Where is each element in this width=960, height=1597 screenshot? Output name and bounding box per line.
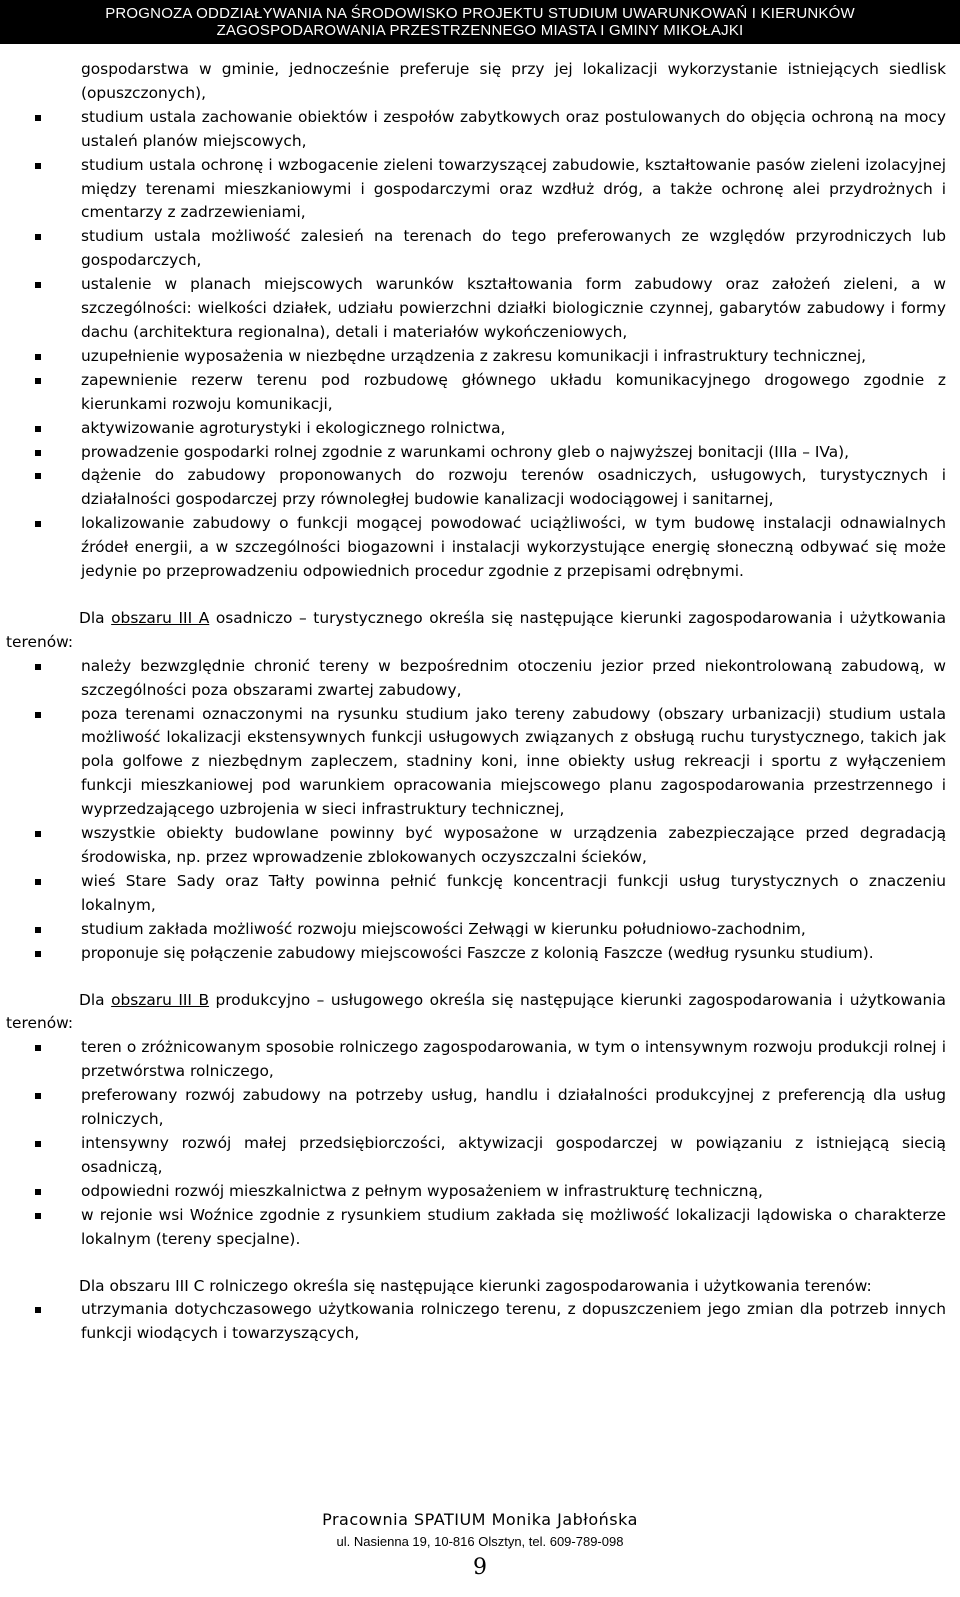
list-item: poza terenami oznaczonymi na rysunku studium jako tereny zabudowy (obszary urbanizacji) studium ustala możliwość lokalizacji ekstensywnych funkcji usługowych związanych z obsługą ruchu turystycznego, takich jak pola golfowe z niezbędnym zapleczem, stadniny koni, inne obiekty usług rekreacji i sportu z wyłączeniem funkcji mieszkaniowej pod warunkiem opracowania miejscowego planu zagospodarowania przestrzennego i wyprzedzającego uzbrojenia w sieci infrastruktury technicznej, <box>6 703 954 823</box>
bullet-list-general <box>6 58 954 584</box>
bullet-icon <box>35 951 41 957</box>
list-item: należy bezwzględnie chronić tereny w bezpośrednim otoczeniu jezior przed niekontrolowaną zabudową, w szczególności poza obszarami zwartej zabudowy, <box>6 655 954 703</box>
list-item: studium ustala ochronę i wzbogacenie zieleni towarzyszącej zabudowie, kształtowanie pasów zieleni izolacyjnej między terenami mieszkaniowymi i gospodarczymi oraz wzdłuż dróg, a także ochronę alei przydrożnych i cmentarzy z zadrzewieniami, <box>6 154 954 226</box>
bullet-icon <box>35 1189 41 1195</box>
bullet-icon <box>35 1307 41 1313</box>
page-body <box>6 58 954 1346</box>
list-item: wszystkie obiekty budowlane powinny być wyposażone w urządzenia zabezpieczające przed degradacją środowiska, np. przez wprowadzenie zblokowanych oczyszczalni ścieków, <box>6 822 954 870</box>
footer-address: ul. Nasienna 19, 10-816 Olsztyn, tel. 609-789-098 <box>336 1534 624 1549</box>
bullet-icon <box>35 163 41 169</box>
list-item: gospodarstwa w gminie, jednocześnie preferuje się przy jej lokalizacji wykorzystanie istniejących siedlisk (opuszczonych), <box>81 60 946 102</box>
bullet-icon <box>35 354 41 360</box>
spacer <box>6 966 954 989</box>
bullet-icon <box>35 473 41 479</box>
section-a-intro: Dla obszaru III A osadniczo – turystycznego określa się następujące kierunki zagospodarowania i użytkowania terenów: <box>6 608 947 651</box>
bullet-icon <box>35 831 41 837</box>
bullet-icon <box>35 378 41 384</box>
header-line-1: PROGNOZA ODDZIAŁYWANIA NA ŚRODOWISKO PROJEKTU STUDIUM UWARUNKOWAŃ I KIERUNKÓW <box>105 5 855 22</box>
bullet-list-section-a <box>6 655 954 966</box>
bullet-icon <box>35 1045 41 1051</box>
section-b-intro: Dla obszaru III B produkcyjno – usługowego określa się następujące kierunki zagospodarowania i użytkowania terenów: <box>6 990 946 1033</box>
bullet-icon <box>35 115 41 121</box>
page-number: 9 <box>473 1555 487 1580</box>
list-item: utrzymania dotychczasowego użytkowania rolniczego terenu, z dopuszczeniem jego zmian dla potrzeb innych funkcji wiodących i towarzyszących, <box>6 1298 954 1346</box>
bullet-icon <box>35 879 41 885</box>
document-header <box>0 0 960 44</box>
spacer <box>6 584 954 607</box>
list-item: studium ustala możliwość zalesień na terenach do tego preferowanych ze względów przyrodniczych lub gospodarczych, <box>6 225 954 273</box>
bullet-icon <box>35 1213 41 1219</box>
bullet-list-section-b <box>6 1036 954 1251</box>
footer-company: Pracownia SPATIUM Monika Jabłońska <box>322 1510 638 1529</box>
list-item: aktywizowanie agroturystyki i ekologicznego rolnictwa, <box>6 417 954 441</box>
bullet-icon <box>35 282 41 288</box>
list-item: lokalizowanie zabudowy o funkcji mogącej powodować uciążliwości, w tym budowę instalacji odnawialnych źródeł energii, a w szczególności biogazowni i instalacji wykorzystujące energię słoneczną odbywać się może jedynie po przeprowadzeniu odpowiednich procedur zgodnie z przepisami odrębnymi. <box>6 512 954 584</box>
list-item: studium ustala zachowanie obiektów i zespołów zabytkowych oraz postulowanych do objęcia ochroną na mocy ustaleń planów miejscowych, <box>6 106 954 154</box>
list-item: uzupełnienie wyposażenia w niezbędne urządzenia z zakresu komunikacji i infrastruktury technicznej, <box>6 345 954 369</box>
bullet-icon <box>35 521 41 527</box>
header-line-2: ZAGOSPODAROWANIA PRZESTRZENNEGO MIASTA I GMINY MIKOŁAJKI <box>216 22 744 39</box>
bullet-list-section-c <box>6 1298 954 1346</box>
list-item: intensywny rozwój małej przedsiębiorczości, aktywizacji gospodarczej w powiązaniu z istniejącą siecią osadniczą, <box>6 1132 954 1180</box>
list-item: ustalenie w planach miejscowych warunków kształtowania form zabudowy oraz założeń zieleni, a w szczególności: wielkości działek, udziału powierzchni działki biologicznie czynnej, gabarytów zabudowy i formy dachu (architektura regionalna), detali i materiałów wykończeniowych, <box>6 273 954 345</box>
bullet-icon <box>35 664 41 670</box>
list-item: odpowiedni rozwój mieszkalnictwa z pełnym wyposażeniem w infrastrukturę techniczną, <box>6 1180 954 1204</box>
list-item: studium zakłada możliwość rozwoju miejscowości Zełwągi w kierunku południowo-zachodnim, <box>6 918 954 942</box>
bullet-icon <box>35 426 41 432</box>
bullet-icon <box>35 927 41 933</box>
section-a-label: obszaru III A <box>111 608 210 627</box>
list-item: w rejonie wsi Woźnice zgodnie z rysunkiem studium zakłada się możliwość lokalizacji lądowiska o charakterze lokalnym (tereny specjalne). <box>6 1204 954 1252</box>
section-c-intro: Dla obszaru III C rolniczego określa się następujące kierunki zagospodarowania i użytkowania terenów: <box>79 1276 872 1295</box>
list-item: teren o zróżnicowanym sposobie rolniczego zagospodarowania, w tym o intensywnym rozwoju produkcji rolnej i przetwórstwa rolniczego, <box>6 1036 954 1084</box>
list-item: zapewnienie rezerw terenu pod rozbudowę głównego układu komunikacyjnego drogowego zgodnie z kierunkami rozwoju komunikacji, <box>6 369 954 417</box>
bullet-icon <box>35 1141 41 1147</box>
spacer <box>6 1252 954 1275</box>
bullet-icon <box>35 450 41 456</box>
list-item: preferowany rozwój zabudowy na potrzeby usług, handlu i działalności produkcyjnej z preferencją dla usług rolniczych, <box>6 1084 954 1132</box>
bullet-icon <box>35 1093 41 1099</box>
list-item: dążenie do zabudowy proponowanych do rozwoju terenów osadniczych, usługowych, turystycznych i działalności gospodarczej przy równoległej budowie kanalizacji wodociągowej i sanitarnej, <box>6 464 954 512</box>
list-item: proponuje się połączenie zabudowy miejscowości Faszcze z kolonią Faszcze (według rysunku studium). <box>6 942 954 966</box>
bullet-icon <box>35 712 41 718</box>
section-b-label: obszaru III B <box>111 990 210 1009</box>
list-item: wieś Stare Sady oraz Tałty powinna pełnić funkcję koncentracji funkcji usług turystycznych o znaczeniu lokalnym, <box>6 870 954 918</box>
bullet-icon <box>35 234 41 240</box>
list-item: prowadzenie gospodarki rolnej zgodnie z warunkami ochrony gleb o najwyższej bonitacji (IIIa – IVa), <box>6 441 954 465</box>
